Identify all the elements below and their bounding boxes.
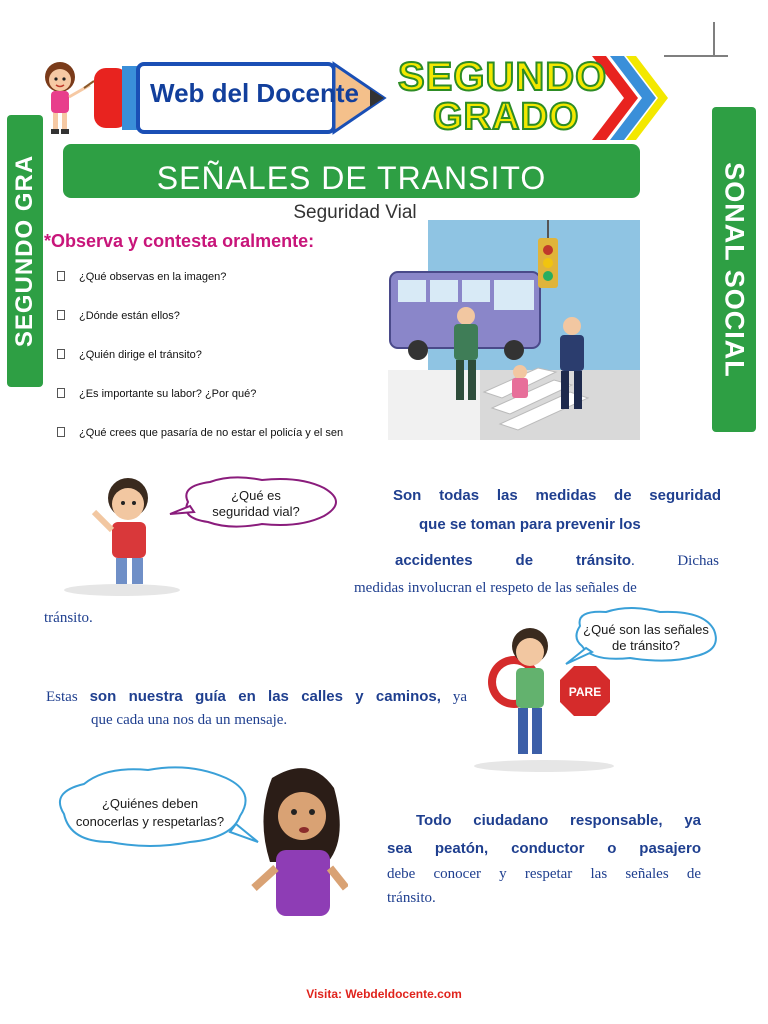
- question-item: [57, 349, 343, 388]
- crop-mark-horizontal: [664, 55, 728, 57]
- bubble2-line1: ¿Qué son las señales: [583, 622, 709, 637]
- paragraph3-line3: debe conocer y respetar las señales de: [387, 866, 701, 882]
- bubble1-line2: seguridad vial?: [212, 504, 300, 519]
- side-banner-right-text: SONAL SOCIAL: [719, 161, 750, 378]
- boy-question-illustration: [62, 472, 350, 598]
- question-list: [57, 271, 343, 466]
- checkbox-icon: [57, 349, 65, 359]
- question-item: [57, 310, 343, 349]
- paragraph1-line2: que se toman para prevenir los: [419, 516, 641, 533]
- logo-text: Web del Docente: [150, 78, 360, 108]
- paragraph1-line3: [395, 547, 719, 575]
- bubble3-line1: ¿Quiénes deben: [101, 796, 199, 811]
- paragraph1-line3-rest: . Dichas: [631, 553, 720, 569]
- checkbox-icon: [57, 388, 65, 398]
- paragraph1-line5: tránsito.: [44, 610, 93, 626]
- page-subtitle: Seguridad Vial: [293, 202, 417, 223]
- question-item: [57, 427, 343, 466]
- stop-sign-text: PARE: [568, 685, 602, 699]
- paragraph2-lead: Estas: [46, 689, 90, 705]
- paragraph1-line1: Son todas las medidas de seguridad: [393, 487, 721, 504]
- side-banner-left: [7, 115, 43, 387]
- footer-link[interactable]: Visita: Webdeldocente.com: [306, 987, 462, 1001]
- question-text: ¿Quién dirige el tránsito?: [79, 349, 202, 361]
- side-banner-left-text: SEGUNDO GRA: [11, 154, 38, 348]
- question-item: [57, 388, 343, 427]
- question-text: ¿Qué observas en la imagen?: [79, 271, 227, 283]
- question-item: [57, 271, 343, 310]
- signs-boy-illustration: [470, 606, 720, 774]
- side-banner-right: [712, 107, 756, 432]
- teacher-mascot-image: [34, 57, 96, 135]
- paragraph1-line4: medidas involucran el respeto de las señales de: [354, 580, 637, 596]
- paragraph3-line2: sea peatón, conductor o pasajero: [387, 840, 701, 857]
- crop-mark-vertical: [713, 22, 715, 56]
- bubble3-line2: conocerlas y respetarlas?: [75, 814, 225, 829]
- question-text: ¿Qué crees que pasaría de no estar el policía y el sen: [79, 427, 344, 439]
- instruction-heading: *Observa y contesta oralmente:: [44, 231, 315, 251]
- title-banner: [63, 144, 640, 198]
- checkbox-icon: [57, 271, 65, 281]
- checkbox-icon: [57, 310, 65, 320]
- girl-question-illustration: [50, 758, 348, 930]
- paragraph3-line4: tránsito.: [387, 890, 436, 906]
- checkbox-icon: [57, 427, 65, 437]
- paragraph2-line2: que cada una nos da un mensaje.: [91, 712, 288, 728]
- question-text: ¿Es importante su labor? ¿Por qué?: [79, 388, 257, 400]
- grade-title-line1: SEGUNDO: [398, 55, 608, 99]
- page-title: SEÑALES DE TRANSITO: [156, 160, 547, 196]
- paragraph2-tail: ya: [440, 689, 467, 705]
- question-text: ¿Dónde están ellos?: [79, 310, 180, 322]
- traffic-scene-illustration: [388, 220, 640, 440]
- paragraph1-line3-bold: accidentes de tránsito: [395, 552, 632, 569]
- grade-title-line2: GRADO: [433, 96, 580, 138]
- paragraph2-bold: son nuestra guía en las calles y caminos,: [89, 688, 441, 705]
- bubble2-line2: de tránsito?: [612, 638, 680, 653]
- paragraph3-line1: Todo ciudadano responsable, ya: [416, 812, 701, 829]
- bubble1-line1: ¿Qué es: [231, 488, 281, 503]
